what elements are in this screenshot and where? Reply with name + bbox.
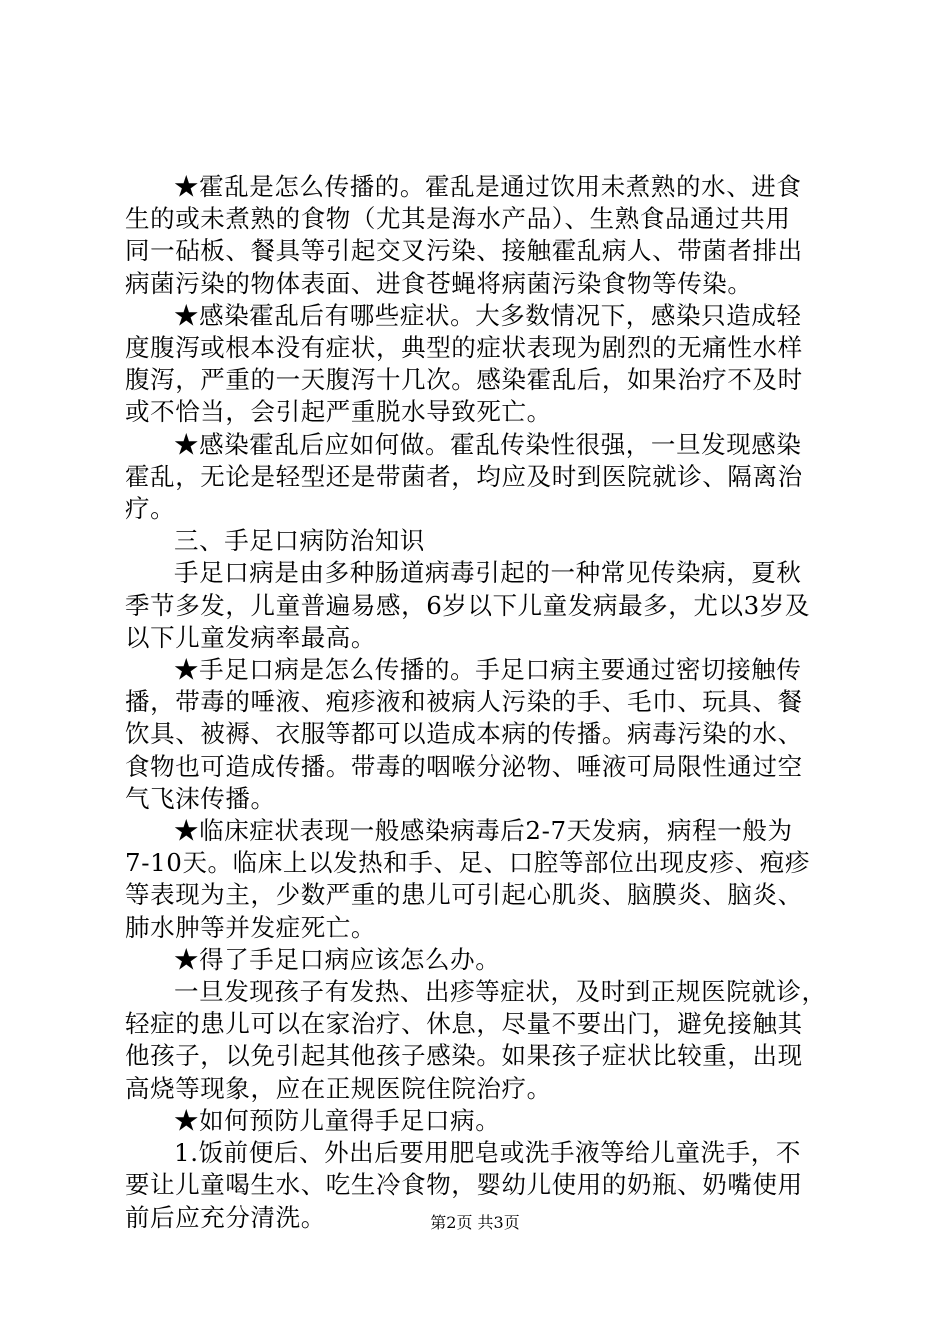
paragraph-hfmd-intro: 手足口病是由多种肠道病毒引起的一种常见传染病，夏秋 季节多发，儿童普遍易感，6岁以下儿童发病最多，尤以3岁及 以下儿童发病率最高。: [125, 558, 810, 652]
body-text: [125, 171, 831, 1234]
section-heading-hfmd: 三、手足口病防治知识: [174, 526, 425, 556]
paragraph-hfmd-prevention-1: 1.饭前便后、外出后要用肥皂或洗手液等给儿童洗手，不 要让儿童喝生水、吃生冷食物，婴幼儿使用的奶瓶、奶嘴使用 前后应充分清洗。: [125, 1138, 803, 1232]
paragraph-cholera-transmission: ★霍乱是怎么传播的。霍乱是通过饮用未煮熟的水、进食 生的或未煮熟的食物（尤其是海水产品）、生熟食品通过共用 同一砧板、餐具等引起交叉污染、接触霍乱病人、带菌者排出 病菌污染的物体表面、进食苍蝇将病菌污染食物等传染。: [125, 172, 803, 298]
paragraph-hfmd-what-to-do: 一旦发现孩子有发热、出疹等症状，及时到正规医院就诊， 轻症的患儿可以在家治疗、休息，尽量不要出门，避免接触其 他孩子，以免引起其他孩子感染。如果孩子症状比较重，出现 高烧等现象，应在正规医院住院治疗。: [125, 977, 827, 1103]
paragraph-hfmd-symptoms: ★临床症状表现一般感染病毒后2-7天发病，病程一般为 7-10天。临床上以发热和手、足、口腔等部位出现皮疹、疱疹 等表现为主，少数严重的患儿可引起心肌炎、脑膜炎、脑炎、 肺水肿等并发症死亡。: [125, 816, 810, 942]
paragraph-cholera-response: ★感染霍乱后应如何做。霍乱传染性很强，一旦发现感染 霍乱，无论是轻型还是带菌者，均应及时到医院就诊、隔离治 疗。: [125, 429, 803, 524]
page-footer: 第2页 共3页: [430, 1213, 520, 1232]
paragraph-hfmd-prevention-heading: ★如何预防儿童得手足口病。: [174, 1105, 501, 1135]
paragraph-hfmd-transmission: ★手足口病是怎么传播的。手足口病主要通过密切接触传 播，带毒的唾液、疱疹液和被病人污染的手、毛巾、玩具、餐 饮具、被褥、衣服等都可以造成本病的传播。病毒污染的水、 食物也可造成传播。带毒的咽喉分泌物、唾液可局限性通过空 气飞沫传播。: [125, 655, 803, 813]
paragraph-hfmd-what-to-do-heading: ★得了手足口病应该怎么办。: [174, 944, 501, 974]
paragraph-cholera-symptoms: ★感染霍乱后有哪些症状。大多数情况下，感染只造成轻 度腹泻或根本没有症状，典型的症状表现为剧烈的无痛性水样 腹泻，严重的一天腹泻十几次。感染霍乱后，如果治疗不及时 或不恰当，会引起严重脱水导致死亡。: [125, 300, 803, 427]
